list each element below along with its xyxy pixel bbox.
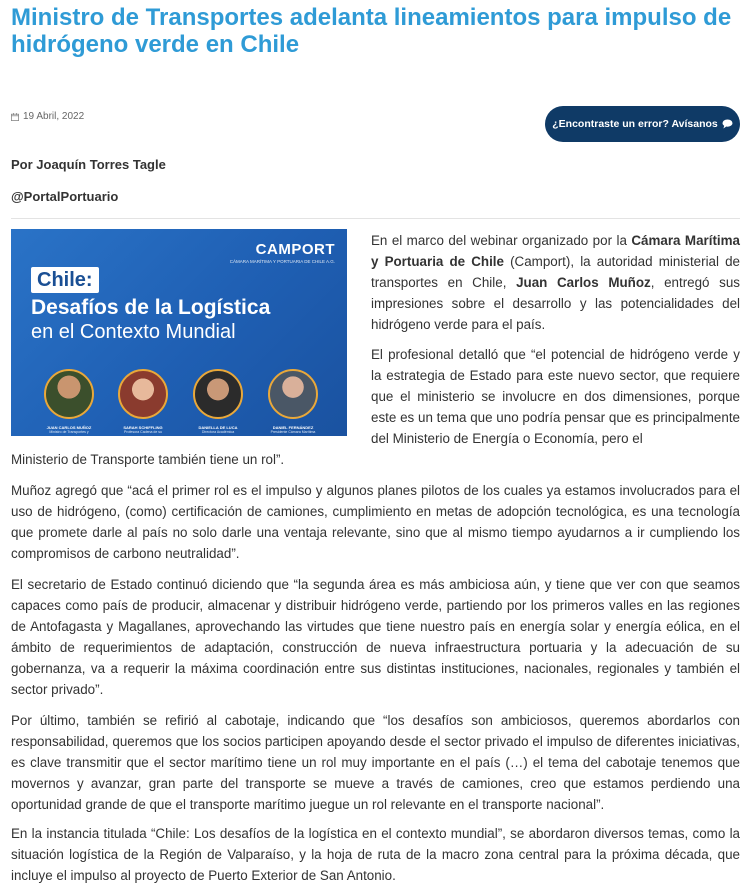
- paragraph-2-part2: Ministerio de Transporte también tiene un rol”.: [11, 452, 285, 467]
- speaker-role: Profesora Cadena de su: [124, 430, 162, 434]
- hero-image: [11, 229, 347, 436]
- speaker-card: [187, 369, 249, 434]
- paragraph-2-part1: El profesional detalló que “el potencial de hidrógeno verde y la estrategia de Estado para este nuevo sector, que requiere que el ministerio se involucre en dos dimensiones, porque este es un tema que uno podría pensar que es principalmente del Ministerio de Energía o Economía, pero el: [371, 347, 740, 446]
- text-run: (Camport), la autoridad ministerial de transportes en Chile,: [371, 254, 740, 290]
- paragraph-4: El secretario de Estado continuó diciendo que “la segunda área es más ambiciosa aún, y tiene que ver con que seamos capaces como país de producir, almacenar y distribuir hidrógeno verde, partiendo por los primeros valles en las regiones de Antofagasta y Magallanes, aprovechando las virtudes que tiene nuestro país en energía solar y energía eólica, en el ámbito de requerimientos de adaptación, construcción de nueva infraestructura portuaria y la adecuación de su gobernanza, va a requerir la máxima coordinación entre sus distintas instituciones, nacionales, regionales y también el sector privado”.: [11, 577, 740, 697]
- paragraph-3: Muñoz agregó que “acá el primer rol es el impulso y algunos planes pilotos de los cuales ya estamos involucrados para el uso de hidrógeno, (como) certificación de camiones, cumplimiento en metas de adopción tecnológica, es una tecnología que promete darle al país no solo darle una ventaja relevante, sino que al mismo tiempo ayudarnos a ir cumpliendo los compromisos de carbono neutralidad”.: [11, 483, 740, 561]
- hero-title-line2: en el Contexto Mundial: [31, 321, 236, 343]
- report-error-button[interactable]: [545, 106, 740, 142]
- divider: [11, 218, 740, 219]
- logo-text: CAMPORT: [255, 241, 335, 258]
- chat-bubble-icon: [722, 119, 733, 129]
- text-run: , entregó sus impresiones sobre el desarrollo y las potencialidades del hidrógeno verde para el país.: [371, 275, 740, 332]
- speaker-photo: [193, 369, 243, 419]
- speaker-name: JUAN CARLOS MUÑOZ: [46, 425, 92, 430]
- speaker-name: SARAH SCHIFFLING: [123, 425, 163, 430]
- speaker-photo: [44, 369, 94, 419]
- hero-title-line1: Desafíos de la Logística: [31, 296, 271, 319]
- speaker-photo: [268, 369, 318, 419]
- paragraph-5: Por último, también se refirió al cabotaje, indicando que “los desafíos son ambiciosos, queremos abordarlos con responsabilidad, queremos que los socios participen apoyando desde el sector privado el impulso de diferentes iniciativas, es clave transmitir que el sector marítimo tiene un rol muy importante en el país (…) el tema del cabotaje tenemos que movernos y avanzar, gran parte del transporte se mueve a través de camiones, creo que estamos perdiendo una oportunidad grande de que el transporte marítimo juegue un rol relevante en el transporte nacional”.: [11, 713, 740, 812]
- text-run: En el marco del webinar organizado por la: [371, 233, 632, 248]
- article-title: Ministro de Transportes adelanta lineamientos para impulso de hidrógeno verde en Chile: [11, 4, 732, 58]
- speaker-role: Ministro de Transportes y: [49, 430, 89, 434]
- logo-subtitle: CÁMARA MARÍTIMA Y PORTUARIA DE CHILE A.G.: [229, 259, 335, 264]
- speaker-name: DANIELLA DE LUCA: [198, 425, 238, 430]
- speaker-card: [262, 369, 324, 434]
- article-handle: @PortalPortuario: [11, 189, 119, 204]
- camport-logo: [230, 241, 335, 264]
- speaker-card: [38, 369, 100, 434]
- speaker-card: [112, 369, 174, 434]
- hero-tag: Chile:: [31, 267, 99, 293]
- speaker-name: DANIEL FERNÁNDEZ: [272, 425, 314, 430]
- speaker-photo: [118, 369, 168, 419]
- article-date: [11, 111, 84, 122]
- calendar-icon: [11, 113, 19, 121]
- bold-minister-name: Juan Carlos Muñoz: [516, 275, 651, 290]
- article-author: Por Joaquín Torres Tagle: [11, 157, 166, 172]
- speaker-role: Directora Académica: [201, 430, 235, 434]
- paragraph-6: En la instancia titulada “Chile: Los desafíos de la logística en el contexto mundial”, se abordaron diversos temas, como la situación logística de la Región de Valparaíso, y la hoja de ruta de la macro zona central para la próxima década, que incluye el impulso al proyecto de Puerto Exterior de San Antonio.: [11, 826, 740, 883]
- speaker-role: Presidente Cámara Marítima: [270, 430, 316, 434]
- date-text: 19 Abril, 2022: [23, 111, 85, 122]
- report-error-label: ¿Encontraste un error? Avísanos: [552, 118, 718, 130]
- paragraph-intro: [371, 230, 740, 335]
- bold-organization: Cámara Marítima y Portuaria de Chile: [371, 233, 740, 269]
